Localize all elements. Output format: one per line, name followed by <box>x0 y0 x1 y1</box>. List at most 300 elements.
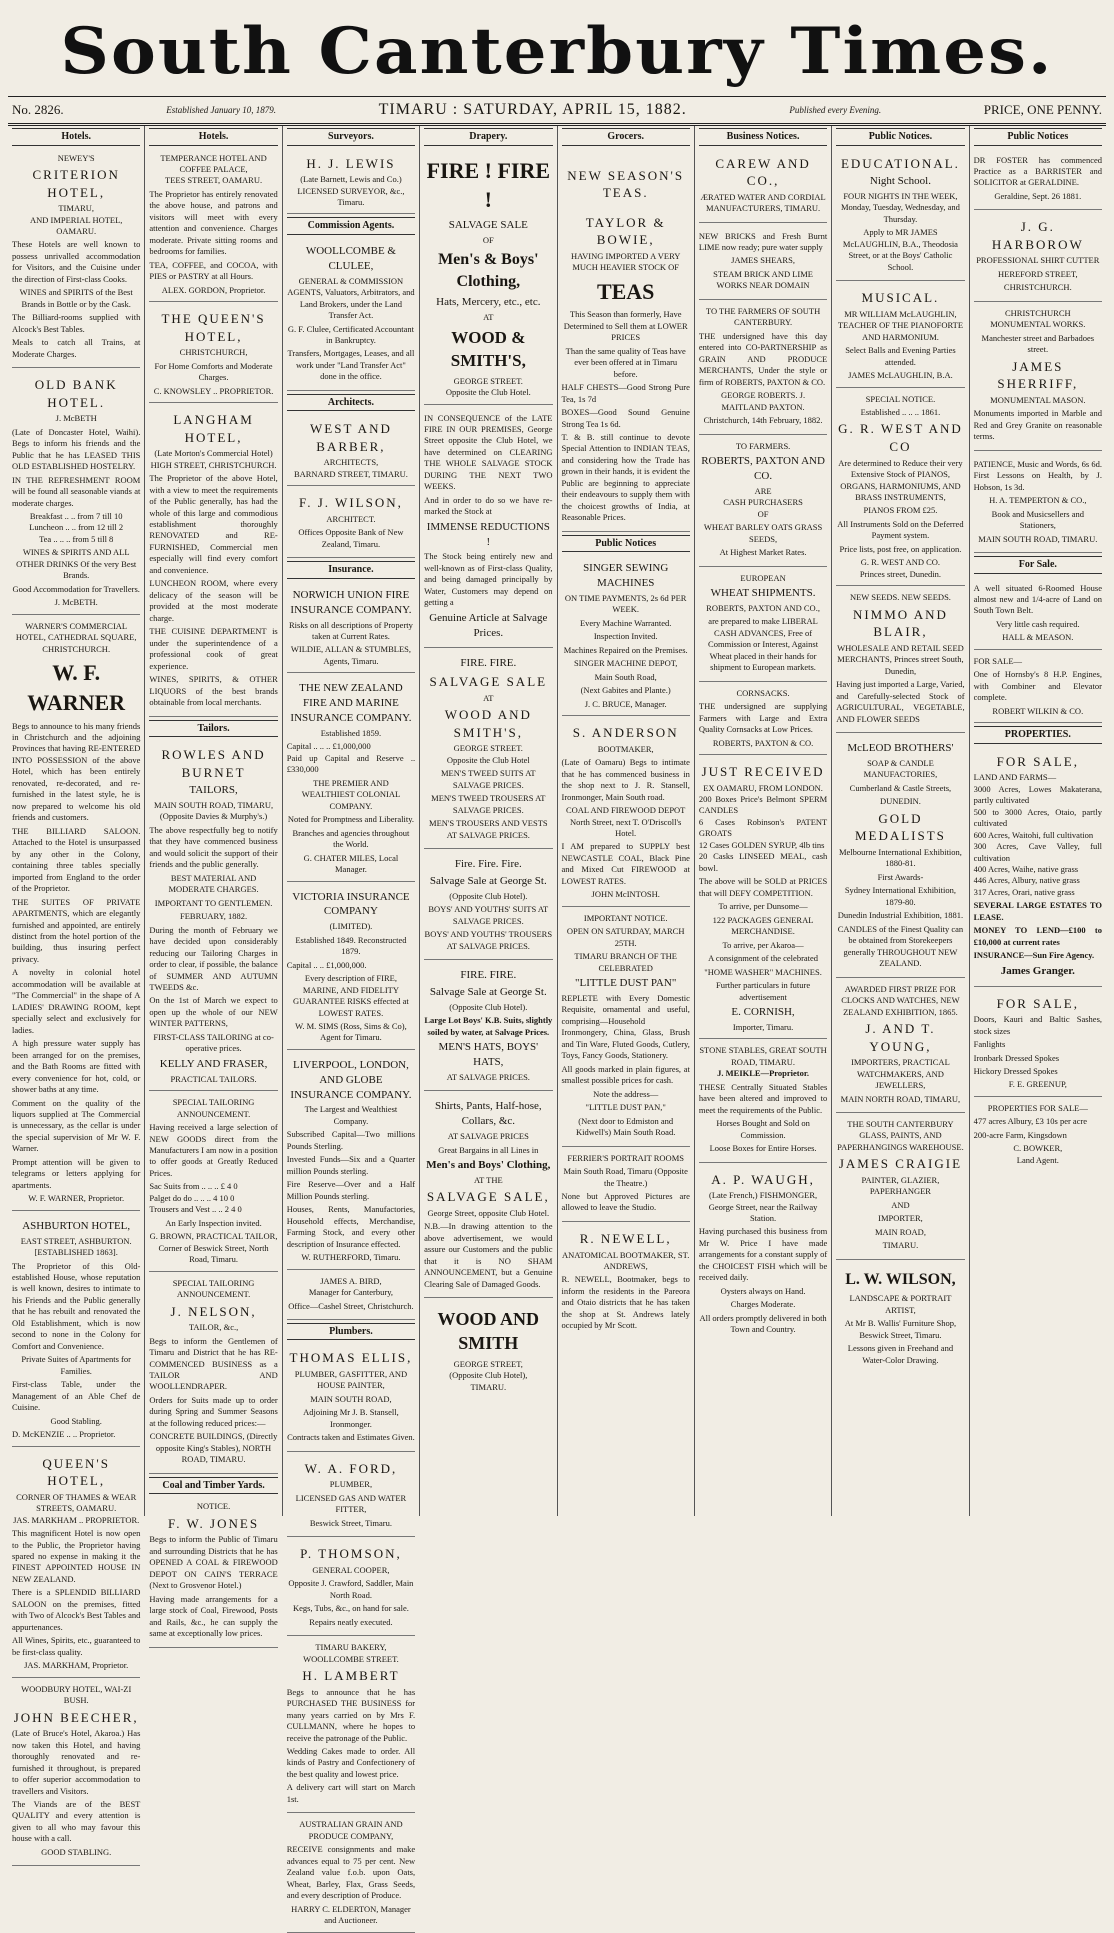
ad-line: FIRE. FIRE. <box>460 657 517 670</box>
advert-criterion-hotel <box>12 150 140 369</box>
ad-text: PLUMBER, GASFITTER, AND HOUSE PAINTER, <box>294 1369 408 1391</box>
column-7 <box>832 126 969 1516</box>
ad-times: Breakfast .. .. from 7 till 10 <box>29 511 123 521</box>
ad-text: IN THE REFRESHMENT ROOM will be found all seasonable viands at moderate charges. <box>12 474 141 508</box>
ad-text: GENERAL & COMMISSION AGENTS, Valuators, Arbitrators, and Land Brokers, under the Land Transfer Act. <box>287 275 415 321</box>
ad-signature: D. McKENZIE .. .. Proprietor. <box>12 1429 116 1440</box>
ad-text: Transfers, Mortgages, Leases, and all work under "Land Transfer Act" done in the office. <box>287 348 415 382</box>
ad-sub: (Late French,) FISHMONGER, George Street, near the Railway Station. <box>708 1190 818 1223</box>
advert-nimmo-blair <box>836 589 964 733</box>
ad-name: CAREW AND CO., <box>715 155 811 189</box>
ad-text: A high pressure water supply has been arranged for on the premises, and the Bath Rooms are fitted with every convenience for hot, cold, or shower baths at any time. <box>12 1038 141 1095</box>
ad-text: WINES and SPIRITS of the Best Brands in Bottle or by the Cask. <box>19 287 133 309</box>
advert-hj-lewis <box>287 150 415 215</box>
ad-top: CHRISTCHURCH MONUMENTAL WORKS. <box>990 307 1086 330</box>
ad-text: Invested Funds—Six and a Quarter million Pounds sterling. <box>286 1154 416 1176</box>
masthead-title: South Canterbury Times. <box>60 13 1054 89</box>
ad-text: MONUMENTAL MASON. <box>990 394 1086 405</box>
advert-stone-stables <box>699 1042 827 1162</box>
ad-text: ÆRATED WATER AND CORDIAL MANUFACTURERS, TIMARU. <box>700 191 826 214</box>
ad-name: H. LAMBERT <box>302 1668 400 1684</box>
ad-text: Having just imported a Large, Varied, and Carefully-selected Stock of AGRICULTURAL, VEGETABLE, AND FLOWER SEEDS <box>836 679 965 724</box>
ad-text: Sydney International Exhibition, 1879-80. <box>844 885 957 907</box>
ad-text: BOYS' AND YOUTHS' SUITS AT SALVAGE PRICES. <box>428 904 549 926</box>
ad-signature: E. CORNISH, <box>731 1005 795 1018</box>
advert-lw-wilson <box>836 1263 964 1373</box>
ad-text: (Late of Oamaru) Begs to intimate that he has commenced business in the shop next to J. R. Stansell, Ironmonger, Main South road. <box>561 757 690 802</box>
ad-text: A consignment of the celebrated <box>708 953 819 964</box>
ad-text: Geraldine, Sept. 26 1881. <box>994 190 1082 201</box>
ad-signature: JOHN McINTOSH. <box>591 889 660 900</box>
ad-text: Established 1849. Reconstructed 1879. <box>295 934 407 957</box>
ad-text: THE PREMIER AND WEALTHIEST COLONIAL COMPANY. <box>301 777 401 811</box>
advert-james-bird <box>287 1273 415 1320</box>
established-note: Established January 10, 1879. <box>166 105 277 115</box>
ad-text: Having received a large selection of NEW GOODS direct from the Manufacturers I am now in a position to offer goods at Greatly Reduced Prices. <box>149 1122 278 1178</box>
ad-text: BOYS' AND YOUTHS' TROUSERS AT SALVAGE PRICES. <box>424 929 553 951</box>
ad-text: Manchester street and Barbadoes street. <box>981 332 1095 355</box>
ad-sub: LAND AND FARMS— <box>973 772 1057 783</box>
ad-sub: EAST STREET, ASHBURTON. <box>20 1235 132 1246</box>
ad-name: TAYLOR & BOWIE, <box>585 214 666 248</box>
ad-text: HEREFORD STREET, <box>997 268 1078 279</box>
ad-text: A novelty in colonial hotel accommodation will be available at "The Commercial" in the shape of A LADIES' DRAWING ROOM, kept specially select and exclusively for ladies. <box>12 967 141 1035</box>
ad-text: Noted for Promptness and Liberality. <box>287 814 415 825</box>
ad-text: To arrive, per Akaroa— <box>722 939 804 950</box>
ad-signature: J. C. BRUCE, Manager. <box>584 698 667 709</box>
stock-row: 6 Cases Robinson's PATENT GROATS <box>698 816 828 839</box>
ad-text: Adjoining Mr J. B. Stansell, Ironmonger. <box>303 1407 399 1429</box>
advert-jt-young <box>836 981 964 1113</box>
ad-name: OLD BANK HOTEL. <box>34 377 118 410</box>
issue-date: TIMARU : SATURDAY, APRIL 15, 1882. <box>378 101 687 118</box>
ad-text: The Proprietor has entirely renovated the above house, and patrons and visitors will meet with every attention and convenience. Charges moderate. Private sitting rooms and bedrooms for families. <box>149 188 278 257</box>
section-header: Public Notices <box>974 128 1102 146</box>
ad-text: Comment on the quality of the liquors supplied at The Commercial is unnecessary, as the cellar is under the special supervision of Mr W. F. Warner. <box>12 1097 141 1154</box>
ad-text: Prompt attention will be given to telegrams or letters applying for apartments. <box>12 1156 141 1190</box>
ad-text: Houses, Rents, Manufactories, Household effects, Merchandise, Farming Stock, and every other description of Insurance effected. <box>286 1204 416 1249</box>
masthead <box>8 6 1106 96</box>
column-4 <box>420 126 557 1516</box>
ad-headline: WOOD AND SMITH <box>437 1309 540 1354</box>
ad-name: NIMMO AND BLAIR, <box>852 606 948 640</box>
advert-australian-grain <box>287 1816 415 1932</box>
ad-sub: ARCHITECTS, <box>323 457 379 468</box>
advert-queens-hotel-christchurch <box>149 305 277 403</box>
section-header: Public Notices. <box>836 128 964 146</box>
advert-european-wheat <box>699 570 827 682</box>
ad-text: Private Suites of Apartments for Families. <box>21 1354 131 1376</box>
ad-text: Main South Road, Timaru (Opposite the Theatre.) <box>563 1166 688 1188</box>
ad-line: Opposite the Club Hotel. <box>445 387 531 398</box>
ad-text: IN CONSEQUENCE of the LATE FIRE IN OUR PREMISES, George Street opposite the Club Hotel, we have determined on CLEARING THE WHOLE SALVAGE STOCK DURING THE NEXT TWO WEEKS. <box>424 412 553 492</box>
ad-text: Good Stabling. <box>50 1415 102 1426</box>
ad-sub: ARCHITECT. <box>326 513 376 524</box>
ad-top: THE SOUTH CANTERBURY GLASS, PAINTS, AND PAPERHANGINGS WAREHOUSE. <box>837 1118 964 1152</box>
ad-text: PATIENCE, Music and Words, 6s 6d. First Lessons on Health, by J. Hobson, 1s 3d. <box>973 458 1102 492</box>
ad-signature: ALEX. GORDON, Proprietor. <box>161 284 266 295</box>
ad-text: First Awards- <box>877 871 924 882</box>
ad-name: P. THOMSON, <box>300 1546 402 1562</box>
ad-headline: NEW SEASON'S TEAS. <box>567 167 685 201</box>
ad-top: NOTICE. <box>196 1501 231 1512</box>
ad-text: FEBRUARY, 1882. <box>179 911 248 922</box>
ad-text: (Late of Bruce's Hotel, Akaroa.) Has now taken this Hotel, and having thoroughly renovated and re-furnished it throughout, is prepared to offer superior accommodation to travellers and Visitors. <box>12 1728 141 1796</box>
ad-signature: ROBERTS, PAXTON & CO. <box>712 737 814 748</box>
ad-signature: C. BOWKER, <box>1013 1143 1063 1154</box>
ad-headline: WOOD AND SMITH'S, <box>444 707 532 740</box>
ad-text: Horses Bought and Sold on Commission. <box>716 1118 810 1140</box>
ad-line: TIMARU. <box>470 1381 507 1392</box>
ad-signature: J. McBETH. <box>54 597 98 608</box>
land-row: 300 Acres, Cave Valley, full cultivation <box>973 841 1102 863</box>
ad-text: 477 acres Albury, £3 10s per acre <box>973 1116 1088 1127</box>
ad-name: L. W. WILSON, <box>845 1270 956 1288</box>
ad-signature: GEORGE ROBERTS. J. MAITLAND PAXTON. <box>721 390 806 412</box>
ad-line: Shirts, Pants, Half-hose, Collars, &c. <box>434 1100 542 1128</box>
advert-warners-hotel <box>12 618 140 1211</box>
ad-signature: G. BROWN, PRACTICAL TAILOR, Corner of Beswick Street, North Road, Timaru. <box>149 1231 278 1265</box>
ad-text: THE undersigned are supplying Farmers with Large and Extra Quality Cornsacks at Low Prices. <box>698 701 828 735</box>
ad-text: PIANOS FROM £25. <box>863 505 938 516</box>
ad-sub: CHRISTCHURCH, <box>179 347 248 358</box>
ad-name: VICTORIA INSURANCE COMPANY <box>292 890 410 918</box>
ad-text: The Proprietor of this Old-established House, whose reputation is well known, desires to intimate to his Friends and the Public generally that he has rebuilt and renovated the Old Establishment, which is now second to none in the Colony for Comfort and Convenience. <box>12 1260 141 1351</box>
advert-temperance-hotel <box>149 150 277 303</box>
ad-text: Melbourne International Exhibition, 1880-81. <box>838 846 962 869</box>
ad-top: FOR SALE— <box>973 655 1023 666</box>
ad-name: JOHN BEECHER, <box>13 1709 139 1725</box>
ad-text: Very little cash required. <box>996 618 1080 629</box>
ad-line: Fire. Fire. Fire. <box>454 858 522 871</box>
ad-text: MAIN ROAD, <box>874 1226 926 1237</box>
ad-text: The Largest and Wealthiest Company. <box>304 1104 398 1126</box>
ad-text: Every description of FIRE, MARINE, AND FIDELITY GUARANTEE RISKS effected at LOWEST RATES. <box>293 973 409 1018</box>
ad-sub: Manager for Canterbury, <box>308 1287 394 1298</box>
ad-line: GEORGE STREET. <box>453 375 523 386</box>
ad-text: I AM prepared to SUPPLY best NEWCASTLE COAL, Black Pine and Mixed Cut FIREWOOD at LOWEST RATES. <box>561 841 690 886</box>
ad-text: All Instruments Sold on the Deferred Payment system. <box>837 518 964 541</box>
advert-woollcombe-clulee <box>287 239 415 391</box>
ad-text: SOAP & CANDLE MANUFACTORIES, <box>863 757 938 780</box>
ad-text: RECEIVE consignments and make advances equal to 75 per cent. New Zealand value f.o.b. upon Oats, Wheat, Barley, Flax, Grass Seeds, and every description of Produce. <box>286 1844 416 1901</box>
ad-line: FIRE. FIRE. <box>460 969 517 982</box>
ad-text: THE BILLIARD SALOON. Attached to the Hotel is unsurpassed by any other in the Colony, containing three tables specially imported from England to the order of the Proprietor. <box>12 825 141 894</box>
ad-name: ROWLES AND BURNET <box>161 747 266 780</box>
advert-james-craigie <box>836 1116 964 1260</box>
ad-text: (Next door to Edmiston and Kidwell's) Main South Road. <box>576 1115 676 1138</box>
ad-text: FOUR NIGHTS IN THE WEEK, Monday, Tuesday, Wednesday, and Thursday. <box>841 190 960 224</box>
ad-text: T. & B. still continue to devote Special Attention to INDIAN TEAS, and considering how the Trade has grown in their hands, it is evident the Public are beginning to appreciate their endeavours to supply them with the choicest growths of India, at Reasonable Prices. <box>561 432 690 523</box>
ad-text: BEST MATERIAL AND MODERATE CHARGES. <box>168 872 259 895</box>
ad-line: CASH PURCHASERS <box>723 497 803 508</box>
ad-name: A. P. WAUGH, <box>711 1171 815 1187</box>
ad-signature: W. F. WARNER, Proprietor. <box>28 1193 125 1204</box>
ad-text: ON TIME PAYMENTS, 2s 6d PER WEEK. <box>564 592 687 615</box>
ad-text: Cumberland & Castle Streets, <box>849 782 952 793</box>
ad-text: SINGER MACHINE DEPOT, <box>573 658 678 669</box>
ad-top: WARNER'S COMMERCIAL HOTEL, CATHEDRAL SQUARE, CHRISTCHURCH. <box>15 620 137 654</box>
ad-text: Inspection Invited. <box>593 631 658 642</box>
ad-text: THE SUITES OF PRIVATE APARTMENTS, which are elegantly furnished and appointed, are entirely distinct from the hotel portion of the building, thus insuring perfect privacy. <box>12 896 141 964</box>
ad-text: MAIN NORTH ROAD, TIMARU, <box>840 1093 961 1104</box>
advert-educational <box>836 150 964 282</box>
ad-text: N.B.—In drawing attention to the above advertisement, we would assure our Customers and the public that it is NO SHAM ANNOUNCEMENT, but a Genuine Clearing Sale of Damaged Goods. <box>424 1221 553 1289</box>
ad-line: Opposite the Club Hotel <box>446 754 530 765</box>
ad-text: MEN'S TWEED TROUSERS AT SALVAGE PRICES. <box>431 793 546 815</box>
stock-row: 20 Casks LINSEED MEAL, cash bowl. <box>698 851 828 873</box>
ad-sub: TAILORS, <box>189 784 238 797</box>
ad-proprietor: JAS. MARKHAM .. PROPRIETOR. <box>13 1514 140 1525</box>
ad-name: ROBERTS, PAXTON AND CO. <box>701 455 825 482</box>
ad-text: are prepared to make LIBERAL CASH ADVANCES, Free of Commission or Interest, Against Wheat placed in their hands for shipment to European markets. <box>708 616 819 673</box>
ad-text: Dunedin Industrial Exhibition, 1881. <box>837 910 964 921</box>
ad-text: Oysters always on Hand. <box>720 1285 806 1296</box>
ad-name: J. NELSON, <box>170 1303 257 1319</box>
ad-proprietor: J. McBETH <box>55 413 97 424</box>
advert-victoria-insurance <box>287 885 415 1050</box>
ad-text: Having made arrangements for a large stock of Coal, Firewood, Posts and Rails, &c., he can supply the same at exceptionally low prices. <box>149 1593 278 1639</box>
ad-sub: (LIMITED). <box>329 921 373 932</box>
ad-text: Kegs, Tubs, &c., on hand for sale. <box>292 1603 409 1614</box>
ad-text: HAVING IMPORTED A VERY MUCH HEAVIER STOCK OF <box>570 250 681 273</box>
ad-line: Men's and Boys' Clothing, <box>426 1159 551 1172</box>
ad-line: George Street, opposite Club Hotel. <box>427 1207 550 1218</box>
section-header: Grocers. <box>562 128 690 146</box>
ad-name: S. ANDERSON <box>572 725 679 741</box>
ad-text: During the month of February we have decided upon considerably reducing our Tailoring Charges in order to clear, if possible, the balance of SUMMER AND AUTUMN TWEEDS &c. <box>149 924 278 992</box>
advert-cornsacks <box>699 685 827 755</box>
ad-text: Main South Road, <box>594 671 657 682</box>
land-row: 400 Acres, Waihe, native grass <box>973 863 1079 874</box>
ad-text: For Home Comforts and Moderate Charges. <box>154 360 273 383</box>
ad-sub: BOOTMAKER, <box>597 743 654 754</box>
advert-taylor-bowie-teas <box>562 150 690 532</box>
ad-name: SINGER SEWING MACHINES <box>583 562 669 590</box>
ad-text: SEVERAL LARGE ESTATES TO LEASE. <box>973 900 1102 922</box>
ad-text: Note the address— <box>593 1088 659 1099</box>
advert-monumental-works <box>974 305 1102 451</box>
ad-name: JAMES SHEARS, <box>731 255 795 266</box>
advert-p-thomson <box>287 1540 415 1636</box>
column-6 <box>695 126 832 1516</box>
ad-text: AND <box>891 1199 910 1210</box>
ad-top: NEWEY'S <box>57 152 95 163</box>
advert-little-dust-pan <box>562 910 690 1147</box>
ad-line: OF <box>482 234 494 245</box>
ad-line: AT THE <box>473 1174 503 1185</box>
ad-text: WHEAT BARLEY OATS GRASS SEEDS, <box>703 522 823 544</box>
ad-line: (Opposite Club Hotel). <box>449 890 528 901</box>
ad-text: The Stock being entirely new and well-known as of First-class Quality, and being damaged principally by Water, Customers may depend on getting a <box>424 551 553 608</box>
ad-text: THESE Centrally Situated Stables have been altered and improved to meet the requirements of the Public. <box>698 1081 828 1115</box>
ad-text: Having purchased this business from Mr W. Price I have made arrangements for a constant supply of the CHOICEST FISH which will be received daily. <box>698 1226 828 1283</box>
ad-name: W. A. FORD, <box>304 1460 398 1476</box>
ad-text: STEAM BRICK AND LIME WORKS NEAR DOMAIN <box>713 268 813 291</box>
ad-text: Further particulars in future advertisement <box>715 980 811 1002</box>
ad-top: EUROPEAN <box>740 572 786 583</box>
ad-text: TIMARU BRANCH OF THE CELEBRATED <box>574 951 677 973</box>
ad-headline: EDUCATIONAL. <box>840 155 960 171</box>
capital-row: Capital .. .. £1,000,000. <box>286 959 367 970</box>
ad-name: H. J. LEWIS <box>306 155 396 171</box>
ad-text: LANDSCAPE & PORTRAIT ARTIST, <box>849 1293 952 1315</box>
section-header: Hotels. <box>149 128 277 146</box>
ad-top: WOODBURY HOTEL, WAI-ZI BUSH. <box>21 1683 132 1706</box>
section-header: Surveyors. <box>287 128 415 146</box>
ad-name: F. J. WILSON, <box>299 495 403 511</box>
column-2 <box>145 126 282 1639</box>
columns <box>8 126 1106 1926</box>
ad-top: TIMARU BAKERY, WOOLLCOMBE STREET. <box>303 1642 399 1664</box>
advert-liverpool-london-globe <box>287 1053 415 1270</box>
ad-signature: F. E. GREENUP, <box>1008 1079 1067 1090</box>
ad-signature: H. A. TEMPERTON & CO., <box>989 495 1087 506</box>
ad-text: LUNCHEON ROOM, where every delicacy of the season will be provided at the most moderate charge. <box>149 578 278 623</box>
ad-text: AT SALVAGE PRICES. <box>446 1071 530 1082</box>
ad-text: Orders for Suits made up to order during Spring and Summer Seasons at the following reduced prices:— <box>149 1394 278 1428</box>
column-1 <box>8 126 145 1857</box>
column-8 <box>970 126 1106 1516</box>
ad-name: G. R. WEST AND CO <box>838 421 963 455</box>
ad-line: (Opposite Club Hotel). <box>449 1001 528 1012</box>
advert-thomas-ellis <box>287 1344 415 1451</box>
ad-text: CONCRETE BUILDINGS, (Directly opposite King's Stables), NORTH ROAD, TIMARU. <box>149 1431 278 1465</box>
ad-text: The Billiard-rooms supplied with Alcock's Best Tables. <box>12 312 141 334</box>
ad-headline: FIRE ! FIRE ! <box>426 157 551 213</box>
section-header: Public Notices <box>562 535 690 553</box>
dateline <box>8 96 1106 126</box>
ad-name: THE NEW ZEALAND FIRE AND MARINE INSURANCE COMPANY. <box>290 682 412 725</box>
ad-line: (Opposite Club Hotel), <box>449 1370 528 1381</box>
ad-text: Ironbark Dressed Spokes <box>973 1052 1060 1063</box>
ad-line: Salvage Sale at George St. <box>429 874 547 887</box>
ad-signature: Princes street, Dunedin. <box>859 568 942 579</box>
advert-land-and-farms <box>974 748 1102 987</box>
advert-langham-hotel <box>149 406 277 716</box>
ad-text: Monuments imported in Marble and Red and Grey Granite on reasonable terms. <box>973 408 1102 442</box>
advert-ap-waugh <box>699 1166 827 1343</box>
ad-text: HALF CHESTS—Good Strong Pure Tea, 1s 7d <box>561 382 690 404</box>
ad-text: (Late of Doncaster Hotel, Waihi). Begs to inform his friends and the Public that he has LEASED THIS OLD ESTABLISHED HOSTELRY. <box>12 426 141 472</box>
ad-text: MAIN SOUTH ROAD, TIMARU. <box>978 533 1098 544</box>
ad-text: First-class Table, under the Management of an Able Chef de Cuisine. <box>12 1379 141 1413</box>
ad-top: AUSTRALIAN GRAIN AND PRODUCE COMPANY, <box>299 1819 403 1841</box>
ad-top: SPECIAL TAILORING ANNOUNCEMENT. <box>172 1097 255 1119</box>
ad-text: On the 1st of March we expect to open up the whole of our NEW WINTER PATTERNS, <box>149 995 278 1029</box>
advert-nz-fire-marine <box>287 676 415 881</box>
ad-text: Than the same quality of Teas have ever been offered at in Timaru before. <box>565 345 686 379</box>
stock-row: 12 Cases GOLDEN SYRUP, 4lb tins <box>698 839 825 850</box>
ad-text: Repairs neatly executed. <box>309 1616 393 1627</box>
ad-text: The Proprietor of the above Hotel, with a view to meet the requirements of the Public generally, has had the whole of this large and commodious establishment thoroughly RENOVATED and RE-FURNISHED, Commercial men especially will find every comfort and convenience. <box>149 473 278 575</box>
ad-text: This magnificent Hotel is now open to the Public, the Proprietor having spared no expense in making it the FINEST APPOINTED HOUSE IN NEW ZEALAND. <box>12 1528 141 1584</box>
ad-sub: EX OAMARU, FROM LONDON. <box>703 782 823 793</box>
ad-name: QUEEN'S HOTEL, <box>42 1455 110 1489</box>
ad-text: WINES, SPIRITS, & OTHER LIQUORS of the best brands obtainable from local merchants. <box>149 674 278 708</box>
stock-row: 200 Boxes Price's Belmont SPERM CANDLES <box>698 794 828 816</box>
advert-timaru-bakery <box>287 1639 415 1813</box>
ad-line: "LITTLE DUST PAN," <box>585 1102 666 1113</box>
ad-line: AT <box>483 312 494 323</box>
ad-text: MEN'S HATS, BOYS' HATS, <box>438 1041 539 1069</box>
ad-text: Doors, Kauri and Baltic Sashes, stock sizes <box>973 1014 1102 1036</box>
ad-text: Office—Cashel Street, Christchurch. <box>288 1300 414 1311</box>
section-header: Business Notices. <box>699 128 827 146</box>
ad-text: All goods marked in plain figures, at smallest possible prices for cash. <box>561 1063 690 1086</box>
ad-name: J. AND T. YOUNG, <box>865 1021 936 1054</box>
ad-text: CANDLES of the Finest Quality can be obtained from Storekeepers generally THROUGHOUT NEW ZEALAND. <box>837 923 964 969</box>
ad-text: G. F. Clulee, Certificated Accountant in Bankruptcy. <box>287 323 414 345</box>
advert-engine-for-sale <box>974 653 1102 723</box>
advert-west-barber <box>287 415 415 486</box>
advert-rowles-burnet <box>149 741 277 1091</box>
advert-fj-wilson <box>287 489 415 558</box>
ad-text: Christchurch, 14th February, 1882. <box>703 415 823 426</box>
ad-address: MAIN SOUTH ROAD, TIMARU, (Opposite Davies & Murphy's.) <box>154 799 274 822</box>
section-header: PROPERTIES. <box>974 726 1102 744</box>
ad-text: MAIN SOUTH ROAD, <box>310 1393 392 1404</box>
ad-text: Offices Opposite Bank of New Zealand, Timaru. <box>298 527 404 549</box>
ad-text: An Early Inspection invited. <box>165 1217 262 1228</box>
ad-top: TO FARMERS. <box>735 440 791 451</box>
advert-house-for-sale <box>974 578 1102 650</box>
ad-signature: ROBERT WILKIN & CO. <box>992 705 1084 716</box>
ad-name: FOR SALE, <box>996 753 1079 769</box>
ad-text: TEA, COFFEE, and COCOA, with PIES or PASTRY at all Hours. <box>149 259 278 282</box>
advert-shirts-pants <box>424 1094 552 1298</box>
ad-text: GENERAL COOPER, <box>312 1564 390 1575</box>
ad-signature: W. RUTHERFORD, Timaru. <box>301 1252 401 1263</box>
ad-line: Hats, Mercery, etc., etc. <box>436 296 541 309</box>
ad-sub: (Late Morton's Commercial Hotel) HIGH STREET, CHRISTCHURCH. <box>150 448 277 470</box>
ad-name: W. F. WARNER <box>27 660 126 715</box>
advert-queens-hotel-oamaru <box>12 1450 140 1678</box>
advert-jg-harborow <box>974 213 1102 302</box>
advert-fw-jones <box>149 1498 277 1647</box>
advert-fire-consequence <box>424 408 552 649</box>
ad-headline: Men's & Boys' Clothing, <box>438 251 539 290</box>
ad-text: All orders promptly delivered in both Town and Country. <box>699 1312 827 1335</box>
ad-text: R. NEWELL, Bootmaker, begs to inform the residents in the Pareora and Otaio districts that he has taken the shop at St. Andrews lately occupied by Mr Scott. <box>561 1274 690 1331</box>
ad-text: BOXES—Good Sound Genuine Strong Tea 1s 6d. <box>561 407 690 429</box>
ad-text: And in order to do so we have re-marked the Stock at <box>424 494 553 517</box>
ad-text: LICENSED GAS AND WATER FITTER, <box>295 1492 407 1515</box>
published-note: Published every Evening. <box>789 105 882 115</box>
ad-name: NORWICH UNION FIRE INSURANCE COMPANY. <box>290 588 412 616</box>
ad-top: IMPORTANT NOTICE. <box>583 912 668 923</box>
ad-top: TO THE FARMERS OF SOUTH CANTERBURY. <box>705 305 821 328</box>
ad-name: J. G. HARBOROW <box>991 219 1084 252</box>
ad-name: FERRIER'S PORTRAIT ROOMS <box>567 1152 684 1163</box>
column-3 <box>283 126 420 1926</box>
ad-headline: TEAS <box>596 278 655 304</box>
ad-sub: CORNER OF THAMES & WEAR STREETS, OAMARU. <box>16 1491 137 1514</box>
ad-text: DR FOSTER has commenced Practice as a BARRISTER and SOLICITOR at GERALDINE. <box>973 154 1102 188</box>
ad-text: The Viands are of the BEST QUALITY and every attention is given to all who may favour this house with a call. <box>12 1798 141 1844</box>
ad-name: WOOLLCOMBE & CLULEE, <box>305 244 396 272</box>
ad-text: NEW BRICKS and Fresh Burnt LIME now ready; pure water supply <box>698 230 828 252</box>
ad-headline: WOOD & SMITH'S, <box>450 327 526 370</box>
ad-text: FIRST-CLASS TAILORING at co-operative prices. <box>153 1031 274 1054</box>
ad-text: WINES & SPIRITS AND ALL OTHER DRINKS Of the very Best Brands. <box>16 547 137 581</box>
ad-text: Large Lot Boys' K.B. Suits, slightly soiled by water, at Salvage Prices. <box>424 1015 553 1037</box>
advert-woodbury-hotel <box>12 1681 140 1867</box>
advert-roberts-paxton-farmers <box>699 438 827 567</box>
ad-line: "HOME WASHER" MACHINES. <box>704 966 822 977</box>
ad-established: [ESTABLISHED 1863]. <box>34 1247 118 1258</box>
price-row: Sac Suits from .. .. .. £ 4 0 <box>149 1181 238 1192</box>
